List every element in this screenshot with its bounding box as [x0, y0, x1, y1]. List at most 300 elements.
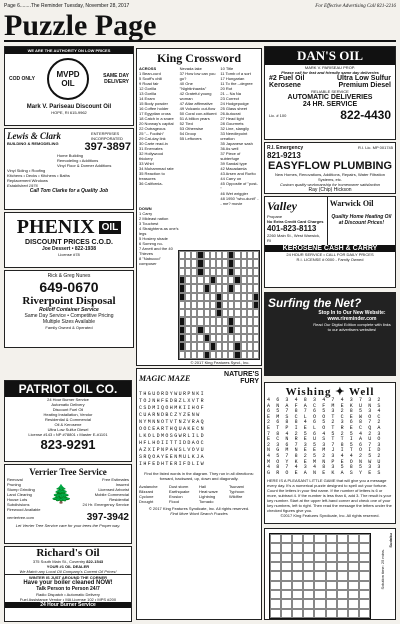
crossword-cell[interactable]: [253, 251, 259, 259]
sudoku-cell[interactable]: [314, 562, 325, 571]
patriot-phone: 823-9291: [40, 437, 96, 452]
sudoku-cell[interactable]: [359, 562, 370, 571]
maze-word: Dust storm: [169, 484, 189, 489]
sudoku-cell[interactable]: [337, 553, 348, 562]
maze-ad: Find More Word Search Puzzles: [170, 511, 228, 516]
riverpoint-names: Rick & Greg Nunes: [47, 273, 91, 279]
sudoku-cell[interactable]: [337, 581, 348, 590]
sudoku-cell[interactable]: [359, 553, 370, 562]
down-clue: 37 Piece of subterfuge: [220, 151, 241, 161]
across-clue: 29 Cat-day link: [139, 136, 166, 141]
sudoku-cell[interactable]: [292, 590, 303, 599]
sudoku-cell[interactable]: [292, 543, 303, 552]
patriot-line: Oil & Kerosene: [54, 422, 82, 427]
across-clue: 18 Catch in a snare: [139, 116, 174, 121]
richards-fuel: Fuel Assistance Vendor • MA License 102 • MPS #200: [19, 597, 117, 602]
crossword-credit: © 2017 King Features Synd., Inc.: [190, 360, 250, 365]
sudoku-cell[interactable]: [270, 562, 281, 571]
ri-lic: R.I. Lic. MP 001745: [357, 145, 393, 150]
across-clue: 31 Enervates: [139, 146, 163, 151]
maze-row: IHFEDHTERIFDLIW: [139, 461, 206, 467]
across-clue: 14 Exam: [139, 96, 155, 101]
sudoku-cell[interactable]: [270, 543, 281, 552]
wishing-row: E T P I E L O T R E C Q A: [267, 424, 383, 431]
sudoku-cell[interactable]: [348, 562, 359, 571]
crossword-cell[interactable]: [253, 268, 259, 276]
sudoku-cell[interactable]: [337, 562, 348, 571]
sudoku-cell[interactable]: [270, 553, 281, 562]
sudoku-cell[interactable]: [292, 571, 303, 580]
valley-warwick-ad[interactable]: [264, 196, 396, 288]
riverpoint-phone: 649-0670: [39, 279, 99, 295]
down-clue: 44 Carry on: [220, 176, 242, 181]
verrier-left: Removal: [7, 477, 23, 482]
sudoku-cell[interactable]: [314, 543, 325, 552]
maze-instructions: Find the listed words in the diagram. They run in all directions: forward, backward, up, down and diagonally.: [144, 471, 254, 481]
maze-word: Erosion: [169, 494, 183, 499]
lewis-clark-ad[interactable]: [4, 128, 134, 210]
phenix-contact: Joe Dessert • 822-1938: [41, 246, 96, 252]
wishing-row: 4 6 3 4 8 3 4 7 4 3 7 3 2: [267, 397, 383, 403]
maze-word: Hail: [199, 484, 206, 489]
across-clue: 36 California-: [139, 181, 163, 186]
verrier-right: Mobile Commercial: [94, 492, 129, 497]
sudoku-cell[interactable]: [281, 581, 292, 590]
sudoku-cell[interactable]: [281, 534, 292, 543]
across-clue: 34 Muhammad rate: [139, 166, 174, 171]
sudoku-cell[interactable]: [303, 609, 314, 618]
sudoku-cell[interactable]: [281, 609, 292, 618]
riverpoint-l1: Same Day Service • Competitive Pricing: [24, 313, 114, 319]
easyflow-l1: New Homes, Renovations, Additions, Repairs, Water Filtration Systems, etc.: [275, 172, 385, 182]
sudoku-cell[interactable]: [270, 581, 281, 590]
wishing-row: E C N R E U S T T I A U O: [267, 436, 383, 443]
sudoku-cell[interactable]: [303, 590, 314, 599]
maze-row: CSDMIQOHMKIIHOF: [139, 405, 206, 411]
patriot-line: 24 Hour Burner Service: [47, 397, 89, 402]
richards-l1: We Match any Local Oil Company's Current Oil Prices!: [19, 569, 117, 574]
sudoku-cell[interactable]: [303, 562, 314, 571]
wishing-row: 4 5 7 8 2 5 2 3 4 4 2 5 2: [267, 452, 383, 459]
mvpd-sameday: SAME DAY DELIVERY: [103, 73, 129, 85]
lewis-list: Replacement Windows: [7, 178, 48, 183]
surfing-title: Surfing the Net?: [268, 296, 362, 310]
sudoku-cell[interactable]: [303, 581, 314, 590]
sudoku-cell[interactable]: [348, 571, 359, 580]
wishing-row: M O Y K E M N P E O N W U: [267, 458, 383, 465]
richards-talk: Talk Person to Person 24/7: [36, 586, 100, 592]
easyflow-ad[interactable]: [264, 142, 396, 194]
maze-word: Flood: [169, 499, 180, 504]
down-clue: 48 1950 "who-dunit" -- me? movie: [220, 196, 259, 206]
sudoku-cell[interactable]: [359, 599, 370, 608]
down-clue: 33 Needlepoint creation: [220, 131, 248, 141]
patriot-name: PATRIOT OIL CO.: [5, 381, 131, 397]
down-clue: 6 Sommg no-: [139, 241, 164, 246]
across-clue: 51 A billion years: [179, 116, 210, 121]
across-clue: 50 Coral con-stituent: [179, 111, 217, 116]
across-label: ACROSS: [139, 66, 157, 71]
verrier-url[interactable]: verriertree.com: [7, 515, 34, 520]
crossword-cell[interactable]: [253, 309, 259, 317]
maze-row: OOCEARTHQUAKECN: [139, 426, 206, 432]
wishing-row: 7 8 4 2 5 6 4 5 2 5 4 2 3: [267, 430, 383, 437]
sudoku-cell[interactable]: [326, 599, 337, 608]
lewis-sub: ENTERPRISES INCORPORATED: [91, 131, 123, 141]
sudoku-cell[interactable]: [359, 543, 370, 552]
crossword-cell[interactable]: [253, 259, 259, 267]
dans-24hr: 24 HR. SERVICE: [302, 101, 358, 108]
across-clue: 5 Scoff's chili: [139, 76, 163, 81]
down-clue: 46 Wet wriggler: [220, 191, 249, 196]
sudoku-cell[interactable]: [337, 534, 348, 543]
sudoku-cell[interactable]: [337, 590, 348, 599]
warwick-l1: Quality Home Heating Oil at Discount Prices!: [331, 214, 392, 226]
sudoku-cell[interactable]: [348, 543, 359, 552]
dans-phone: 822-4430: [340, 108, 391, 122]
maze-subtitle: NATURE'S FURY: [224, 371, 259, 385]
sudoku-cell[interactable]: [348, 590, 359, 599]
across-clue: 33 Whirl: [139, 161, 154, 166]
sudoku-cell[interactable]: [359, 590, 370, 599]
across-clue: 20 Norway's capital: [139, 121, 174, 126]
sudoku-cell[interactable]: [314, 553, 325, 562]
maze-word: Earthquake: [169, 489, 190, 494]
crossword-cell[interactable]: [253, 342, 259, 350]
down-clue: 2 Mideast nation: [139, 216, 169, 221]
down-clue: 36 As well: [220, 146, 239, 151]
sudoku-cell[interactable]: [303, 553, 314, 562]
sudoku-cell[interactable]: [314, 581, 325, 590]
maze-word: Heat wave: [199, 489, 218, 494]
maze-word: Typhoon: [229, 489, 245, 494]
crossword-cell[interactable]: [253, 293, 259, 301]
mvpd-cod: COD ONLY: [9, 76, 35, 82]
valley-name: Valley: [267, 199, 297, 213]
mvpd-ad[interactable]: [4, 46, 134, 126]
sudoku-cell[interactable]: [303, 599, 314, 608]
sudoku-cell[interactable]: [326, 571, 337, 580]
lewis-phone: 397-3897: [84, 141, 131, 153]
sudoku-cell[interactable]: [270, 599, 281, 608]
down-clue: 35 Japanese sash: [220, 141, 253, 146]
across-clue: 15 Body powder: [139, 101, 168, 106]
down-clue: 17 Hungarian: [220, 76, 245, 81]
sudoku-cell[interactable]: [292, 534, 303, 543]
patriot-ad[interactable]: [4, 380, 132, 462]
sudoku-cell[interactable]: [314, 609, 325, 618]
phenix-ad[interactable]: [4, 212, 134, 268]
down-clue: 43 Arsen and Rurito: [220, 171, 256, 176]
magic-maze: [136, 368, 262, 620]
wishing-title2: Well: [349, 386, 375, 398]
sudoku-cell[interactable]: [292, 581, 303, 590]
maze-word: Avalanche: [139, 484, 158, 489]
crossword-cell[interactable]: [253, 276, 259, 284]
down-clue: 42 Macadamia: [220, 166, 247, 171]
mvpd-logo: MVPD OIL: [47, 58, 89, 100]
down-clue: 26 Autocrat: [220, 111, 241, 116]
across-clue: 47 Altar affirmative: [179, 101, 213, 106]
wishing-grid[interactable]: [267, 398, 393, 476]
mvpd-phone: HOPE, RI 615-9962: [51, 110, 87, 115]
maze-word: Lightning: [199, 494, 216, 499]
maze-row: TOJNHFEDBZLXVTR: [139, 398, 206, 404]
sudoku-cell[interactable]: [281, 553, 292, 562]
richards-addr: 375 South Main St., Coventry: [32, 559, 86, 564]
across-clue: 53 Otherwise: [179, 126, 204, 131]
sudoku-cell[interactable]: [303, 571, 314, 580]
sudoku-cell[interactable]: [314, 590, 325, 599]
valley-f1: 24 HOUR SERVICE • CALL FOR DAILY PRICES: [286, 252, 374, 257]
verrier-left: Land Clearing: [7, 492, 32, 497]
riverpoint-l3: Family Owned & Operated: [45, 325, 93, 330]
across-clue: 49 Volcanic out-flow: [179, 106, 216, 111]
sudoku-cell[interactable]: [337, 599, 348, 608]
sudoku-cell[interactable]: [292, 609, 303, 618]
sudoku-cell[interactable]: [337, 609, 348, 618]
verrier-left: Stump Grinding: [7, 487, 35, 492]
kerosene-banner: KEROSENE CASH & CARRY: [265, 245, 395, 252]
wishing-row: A N A F A C F M E K U N S: [267, 402, 383, 409]
wishing-row: 2 6 8 8 4 6 5 2 3 6 8 7 2: [267, 419, 383, 426]
sudoku-cell[interactable]: [348, 581, 359, 590]
patriot-line: Discount Fuel Oil: [52, 407, 84, 412]
phenix-license: License #78: [58, 252, 80, 257]
maze-row: AZXIPNPAWSLVOVU: [139, 447, 206, 453]
wishing-row: 6 5 7 8 7 6 5 3 2 8 5 3 4: [267, 408, 383, 415]
across-clue: 55 Leftovers: [179, 136, 202, 141]
down-clue: 10 Title: [220, 66, 234, 71]
maze-word-list: [139, 484, 259, 504]
wishing-text: HERE IS A PLEASANT LITTLE GAME that will give you a message every day. It's a numerical puzzle designed to spell out your fortune. Count the letters in your first name. If the number of letters is 6 or more, subtract 4. If the number is less than 6, add 3. The result is your key number. Start at the upper left-hand corner and check one of your key numbers, left to right. Then read the message the letters under the checked figures give you.: [267, 478, 392, 514]
sudoku-cell[interactable]: [348, 553, 359, 562]
phenix-oil: OIL: [99, 221, 122, 234]
maze-letter-grid[interactable]: [139, 391, 259, 468]
down-clue: 25 Glass sheet: [220, 106, 248, 111]
patriot-line: Residential & Commercial: [44, 417, 91, 422]
sudoku-grid[interactable]: [269, 533, 371, 619]
patriot-license: License #143 • NP #78801 • Master E-#1101: [28, 432, 108, 437]
sudoku-cell[interactable]: [326, 581, 337, 590]
verrier-right: Free Estimates: [102, 477, 129, 482]
surfing-ad[interactable]: [264, 292, 396, 376]
across-clue: 12 Gorilla: [139, 86, 157, 91]
sudoku-cell[interactable]: [281, 590, 292, 599]
maze-word: Cyclone: [139, 494, 154, 499]
crossword-grid[interactable]: [178, 250, 260, 360]
wishing-row: N G M N E E M J I T O I D: [267, 447, 383, 454]
sudoku-cell[interactable]: [270, 571, 281, 580]
verrier-ad[interactable]: [4, 464, 132, 544]
crossword-cell[interactable]: [253, 284, 259, 292]
across-clue: 40 One "Nightinhawks": [179, 81, 207, 91]
surfing-l1: Stop In to Our New Website:: [318, 310, 386, 316]
across-clue: 16 Coffee holder: [139, 106, 169, 111]
riverpoint-name: Riverpoint Disposal: [22, 295, 116, 307]
sudoku-cell[interactable]: [281, 562, 292, 571]
crossword-cell[interactable]: [253, 334, 259, 342]
across-clue: 13 Gorilla: [139, 91, 157, 96]
sudoku-cell[interactable]: [359, 581, 370, 590]
sudoku-cell[interactable]: [281, 571, 292, 580]
page-header-left: Page 6........The Reminder Tuesday, November 28, 2017: [4, 3, 130, 9]
phenix-name: PHENIX: [16, 216, 95, 238]
richards-burner: 24 Hour Burner Service: [5, 602, 131, 608]
crossword-title: King Crossword: [156, 51, 242, 65]
valley-f2: R.I. LICENSE # 0000 - Family Owned: [296, 257, 364, 262]
riverpoint-l2: Multiple Sizes Available: [42, 319, 96, 325]
dans-l2: RELIABLE SERVICE: [311, 89, 349, 94]
down-clue: 20 Rot: [220, 86, 233, 91]
down-clue: 32 Line, slangily: [220, 126, 250, 131]
lewis-item: Home Building: [57, 153, 84, 158]
across-clue: 25 "-- Foolish": [139, 131, 165, 136]
sudoku-title: Sudoku: [388, 533, 393, 548]
dans-auto: AUTOMATIC DELIVERIES: [287, 94, 373, 101]
maze-word: Drought: [139, 499, 154, 504]
sudoku-cell[interactable]: [359, 534, 370, 543]
patriot-line: Ultra Low Sulfur Diesel: [47, 427, 89, 432]
sudoku-cell[interactable]: [348, 609, 359, 618]
tree-icon: 🌲: [50, 484, 73, 504]
down-label: DOWN: [139, 206, 152, 211]
down-clue: 39 Sandal type: [220, 161, 248, 166]
maze-word: Blizzard: [139, 489, 154, 494]
verrier-right: 24 Hr. Emergency Service: [82, 502, 129, 507]
down-clue: 7 Arnett and the 40 Thieves: [139, 246, 173, 256]
riverpoint-ad[interactable]: [4, 270, 134, 348]
sudoku-cell[interactable]: [359, 571, 370, 580]
dans-oil-ad[interactable]: [264, 46, 396, 140]
lewis-item: Vinyl Floor & Dormer Additions: [57, 163, 112, 168]
sudoku-cell[interactable]: [281, 599, 292, 608]
maze-word: Tornado: [199, 499, 214, 504]
down-clue: 5 Hosiery shade: [139, 236, 168, 241]
richards-tag: YOUR #1 OIL DEALER: [46, 564, 90, 569]
across-clue: 17 Egyptian cross: [139, 111, 171, 116]
verrier-left: Pruning: [7, 482, 21, 487]
sudoku-cell[interactable]: [326, 590, 337, 599]
sudoku-cell[interactable]: [292, 599, 303, 608]
riverpoint-sub: Rolloff Container Service: [39, 307, 99, 313]
page-header: [4, 2, 396, 10]
across-clue: 37 How low can you go?: [179, 71, 216, 81]
down-clue: 24 Hodgepodge: [220, 101, 249, 106]
sudoku-cell[interactable]: [348, 534, 359, 543]
crossword-cell[interactable]: [253, 301, 259, 309]
maze-row: THGUORDYWURPNKI: [139, 391, 206, 397]
sudoku-cell[interactable]: [314, 534, 325, 543]
sudoku-cell[interactable]: [326, 534, 337, 543]
richards-name: Richard's Oil: [36, 547, 100, 559]
across-clue: 32 Hollywood thickery: [139, 151, 164, 161]
lewis-tagline: BUILDING & REMODELING: [7, 141, 59, 146]
sudoku-cell[interactable]: [314, 599, 325, 608]
wishing-row: 4 8 7 4 3 4 8 3 5 8 5 3 3: [267, 464, 383, 471]
dans-name: DAN'S OIL: [265, 47, 395, 65]
sudoku-cell[interactable]: [337, 543, 348, 552]
surfing-url[interactable]: www.rireminder.com: [327, 316, 377, 322]
sudoku-cell[interactable]: [303, 534, 314, 543]
sudoku-cell[interactable]: [292, 553, 303, 562]
lewis-list: Kitchens • Decks • Kitchens • Baths: [7, 173, 70, 178]
crossword-cell[interactable]: [253, 351, 259, 359]
richards-rd: Radio Dispatch • Automatic Delivery: [36, 592, 100, 597]
dans-p1: #2 Fuel Oil: [269, 75, 305, 82]
sudoku-cell[interactable]: [281, 543, 292, 552]
dans-lic: Lic. # 100: [269, 112, 287, 118]
sudoku-cell[interactable]: [326, 543, 337, 552]
mvpd-banner: WE ARE THE AUTHORITY ON LOW PRICES: [5, 47, 133, 54]
phenix-line: DISCOUNT PRICES C.O.D.: [25, 239, 113, 246]
sudoku-cell[interactable]: [326, 553, 337, 562]
maze-word: [229, 499, 259, 504]
down-clue: 21 -- Na Na: [220, 91, 242, 96]
wishing-row: E M S C L O O T C E W O C: [267, 413, 383, 420]
lewis-est: Established 1976: [7, 183, 38, 188]
lewis-list: Vinyl Siding • Roofing: [7, 168, 46, 173]
maze-row: NYMNNOTVTNZVRAQ: [139, 419, 206, 425]
maze-word: Wildfire: [229, 494, 243, 499]
sudoku-cell[interactable]: [292, 562, 303, 571]
down-clue: 28 Gourmets: [220, 121, 244, 126]
sudoku-cell[interactable]: [359, 609, 370, 618]
sudoku-cell[interactable]: [337, 571, 348, 580]
verrier-footer: Let Verrier Tree Service care for your trees the Proper way.: [15, 523, 121, 528]
maze-credit: © 2017 King Features Syndicate, Inc. All rights reserved.: [148, 506, 250, 511]
richards-ad[interactable]: [4, 546, 132, 622]
across-clue: 54 Droop: [179, 131, 197, 136]
sudoku-cell[interactable]: [314, 571, 325, 580]
surfing-l2: Read Our Digital Edition complete with links to our advertisers websites!: [313, 322, 391, 332]
maze-title: MAGIC MAZE: [139, 373, 191, 383]
ri-phone: 821-9213: [267, 151, 301, 160]
maze-word: Tsunami: [229, 484, 244, 489]
sudoku-cell[interactable]: [270, 609, 281, 618]
verrier-name: Verrier Tree Service: [29, 467, 107, 477]
sudoku: [264, 528, 396, 620]
ri-name: R.I. Emergency: [267, 145, 304, 151]
across-clue: 1 Bean-curd: [139, 71, 161, 76]
lewis-name: Lewis & Clark: [7, 131, 62, 141]
crossword-cell[interactable]: [253, 317, 259, 325]
down-clue: 1 Carry: [139, 211, 153, 216]
crossword-cell[interactable]: [253, 326, 259, 334]
sudoku-cell[interactable]: [326, 562, 337, 571]
dans-p3: Kerosene: [269, 82, 301, 89]
page-title: Puzzle Page: [4, 10, 396, 42]
down-clue: 45 Opposite of "post-": [220, 181, 258, 191]
sudoku-cell[interactable]: [326, 609, 337, 618]
down-clue: 4 Straightens as one's legs: [139, 226, 179, 236]
valley-sub: Propane: [267, 214, 283, 219]
down-clue: 11 Tomb of a sort: [220, 71, 251, 76]
down-clue: 27 Head light: [220, 116, 244, 121]
maze-row: CUARNDBCZYZENW: [139, 412, 201, 418]
sudoku-cell[interactable]: [303, 543, 314, 552]
verrier-right: Residential: [109, 497, 129, 502]
sudoku-cell[interactable]: [270, 590, 281, 599]
warwick-name: Warwick Oil: [329, 199, 374, 208]
wishing-credit: ©2017 King Features Syndicate, Inc. All rights reserved.: [280, 513, 380, 519]
verrier-right: Licensed Arborist: [98, 487, 129, 492]
across-clue: 42 Grateful young woman: [179, 91, 212, 101]
across-clue: 9 Road fair: [139, 81, 159, 86]
valley-l3: 2260 Main St., West Warwick, RI: [267, 233, 321, 243]
sudoku-cell[interactable]: [348, 599, 359, 608]
sudoku-cell[interactable]: [270, 534, 281, 543]
